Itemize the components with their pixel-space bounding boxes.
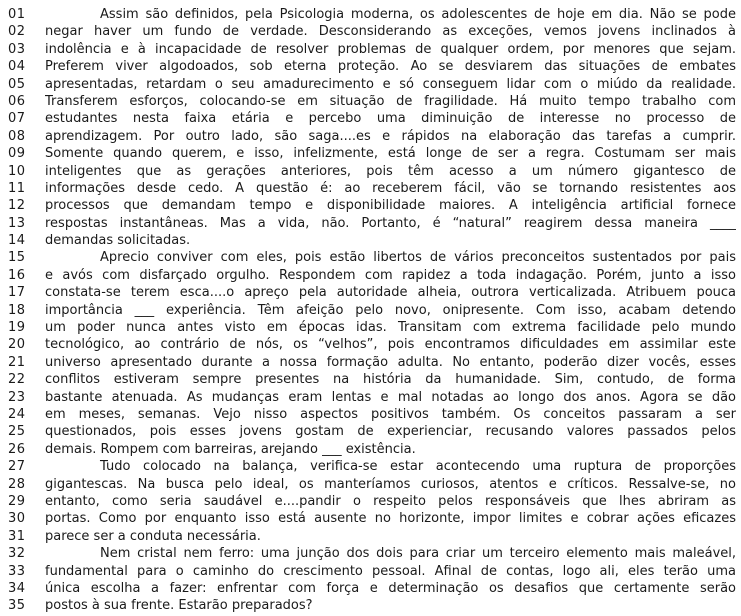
- text-line: [8, 545, 736, 562]
- text-line: [8, 180, 736, 197]
- line-number: 02: [8, 24, 26, 40]
- line-number: 09: [8, 146, 26, 162]
- line-text: Tudo colocado na balança, verifica-se estar acontecendo uma ruptura de proporções: [100, 459, 736, 475]
- text-line: [8, 23, 736, 40]
- line-text: processos que demandam tempo e disponibilidade maiores. A inteligência artificial fornece: [45, 198, 736, 214]
- line-number: 35: [8, 598, 26, 614]
- text-line: [8, 76, 736, 93]
- line-number: 21: [8, 354, 26, 370]
- line-number: 27: [8, 459, 26, 475]
- line-text: um poder nunca antes visto em épocas idas. Transitam com extrema facilidade pelo mundo: [45, 320, 736, 336]
- line-text: demandas solicitadas.: [45, 233, 191, 249]
- line-text: indolência e à incapacidade de resolver problemas de qualquer ordem, por menores que sejam.: [45, 41, 736, 57]
- line-number: 06: [8, 93, 26, 109]
- line-text: postos à sua frente. Estarão preparados?: [45, 598, 313, 614]
- line-number: 04: [8, 59, 26, 75]
- line-number: 31: [8, 528, 26, 544]
- line-text: negar haver um fundo de verdade. Desconsiderando as exceções, vemos jovens inclinados à: [45, 24, 736, 40]
- line-text: parece ser a conduta necessária.: [45, 528, 261, 544]
- line-text: demais. Rompem com barreiras, arejando ___ existência.: [45, 441, 416, 457]
- text-line: [8, 302, 736, 319]
- text-line: [8, 441, 736, 458]
- text-line: [8, 232, 736, 249]
- line-text: estudantes nesta faixa etária e percebo uma diminuição de interesse no processo de: [45, 111, 736, 127]
- line-number: 17: [8, 285, 26, 301]
- text-line: [8, 215, 736, 232]
- text-line: [8, 128, 736, 145]
- text-line: [8, 389, 736, 406]
- line-number: 25: [8, 424, 26, 440]
- text-line: [8, 354, 736, 371]
- line-text: tecnológico, ao contrário de nós, os “velhos”, pois encontramos dificuldades em assimilar este: [45, 337, 736, 353]
- line-text: única escolha a fazer: enfrentar com força e determinação os desafios que certamente serão: [45, 580, 736, 596]
- line-number: 08: [8, 128, 26, 144]
- text-line: [8, 510, 736, 527]
- text-line: [8, 197, 736, 214]
- text-line: [8, 284, 736, 301]
- line-number: 14: [8, 233, 26, 249]
- line-number: 32: [8, 546, 26, 562]
- line-number: 19: [8, 320, 26, 336]
- line-text: e avós com disfarçado orgulho. Respondem com rapidez a toda indagação. Porém, junto a isso: [45, 267, 736, 283]
- line-number: 10: [8, 163, 26, 179]
- line-text: universo apresentado durante a nossa formação adulta. No entanto, poderão dizer vocês, esses: [45, 354, 736, 370]
- line-text: questionados, pois esses jovens gostam de experienciar, recusando valores passados pelos: [45, 424, 736, 440]
- text-line: [8, 336, 736, 353]
- text-line: [8, 423, 736, 440]
- text-line: [8, 528, 736, 545]
- text-line: [8, 93, 736, 110]
- line-text: Transferem esforços, colocando-se em situação de fragilidade. Há muito tempo trabalho com: [45, 93, 736, 109]
- text-line: [8, 41, 736, 58]
- line-text: respostas instantâneas. Mas a vida, não. Portanto, é “natural” reagirem dessa maneira ____: [45, 215, 736, 231]
- line-number: 12: [8, 198, 26, 214]
- line-text: em meses, semanas. Vejo nisso aspectos positivos também. Os conceitos passaram a ser: [45, 406, 736, 422]
- text-line: [8, 597, 736, 614]
- line-text: fundamental para o caminho do crescimento pessoal. Afinal de contas, logo ali, eles terão uma: [45, 563, 736, 579]
- line-number: 13: [8, 215, 26, 231]
- text-line: [8, 6, 736, 23]
- line-number: 34: [8, 580, 26, 596]
- line-number: 01: [8, 7, 26, 22]
- line-number: 18: [8, 302, 26, 318]
- line-text: gigantescas. Na busca pelo ideal, os manteríamos curiosos, atentos e críticos. Ressalve-se, no: [45, 476, 736, 492]
- text-line: [8, 145, 736, 162]
- line-number: 03: [8, 41, 26, 57]
- text-line: [8, 580, 736, 597]
- text-line: [8, 249, 736, 266]
- line-text: entanto, como seria saudável e....pandir o respeito pelos responsáveis que lhes abriram as: [45, 493, 736, 509]
- text-line: [8, 58, 736, 75]
- line-number: 07: [8, 111, 26, 127]
- text-line: [8, 319, 736, 336]
- text-line: [8, 371, 736, 388]
- line-number: 28: [8, 476, 26, 492]
- line-number: 30: [8, 511, 26, 527]
- line-number: 20: [8, 337, 26, 353]
- line-text: conflitos estiveram sempre presentes na história da humanidade. Sim, contudo, de forma: [45, 372, 736, 388]
- line-text: Preferem viver algodoados, sob eterna proteção. Ao se desviarem das situações de embates: [45, 59, 736, 75]
- text-line: [8, 458, 736, 475]
- line-number: 22: [8, 372, 26, 388]
- text-line: [8, 110, 736, 127]
- line-number: 26: [8, 441, 26, 457]
- line-number: 15: [8, 250, 26, 266]
- line-number: 23: [8, 389, 26, 405]
- line-text: importância ___ experiência. Têm afeição pelo novo, onipresente. Com isso, acabam detendo: [45, 302, 736, 318]
- line-number: 11: [8, 180, 26, 196]
- line-text: inteligentes que as gerações anteriores, pois têm acesso a um número gigantesco de: [45, 163, 736, 179]
- line-text: Assim são definidos, pela Psicologia moderna, os adolescentes de hoje em dia. Não se pode: [100, 7, 736, 22]
- text-line: [8, 406, 736, 423]
- line-text: bastante atenuada. As mudanças eram lentas e mal notadas ao longo dos anos. Agora se dão: [45, 389, 736, 405]
- line-number: 29: [8, 493, 26, 509]
- line-number: 16: [8, 267, 26, 283]
- line-text: portas. Como por enquanto isso está ausente no horizonte, impor limites e cobrar ações eficazes: [45, 511, 736, 527]
- line-text: apresentadas, retardam o seu amadurecimento e só conseguem lidar com o miúdo da realidade.: [45, 76, 736, 92]
- line-text: aprendizagem. Por outro lado, são saga....es e rápidos na elaboração das tarefas a cumprir.: [45, 128, 736, 144]
- line-number: 33: [8, 563, 26, 579]
- text-line: [8, 563, 736, 580]
- line-text: Nem cristal nem ferro: uma junção dos dois para criar um terceiro elemento mais maleável,: [100, 546, 736, 562]
- line-text: Somente quando querem, e isso, infelizmente, está longe de ser a regra. Costumam ser mais: [45, 146, 736, 162]
- line-text: Aprecio conviver com eles, pois estão libertos de vários preconceitos sustentados por pais: [100, 250, 736, 266]
- text-line: [8, 267, 736, 284]
- line-number: 05: [8, 76, 26, 92]
- line-text: informações desde cedo. A questão é: ao receberem fácil, vão se tornando resistentes aos: [45, 180, 736, 196]
- line-number: 24: [8, 406, 26, 422]
- text-line: [8, 476, 736, 493]
- document-lines: [8, 6, 736, 615]
- line-text: constata-se terem esca....o apreço pela autoridade alheia, outrora verticalizada. Atribuem pouca: [45, 285, 736, 301]
- text-line: [8, 163, 736, 180]
- text-line: [8, 493, 736, 510]
